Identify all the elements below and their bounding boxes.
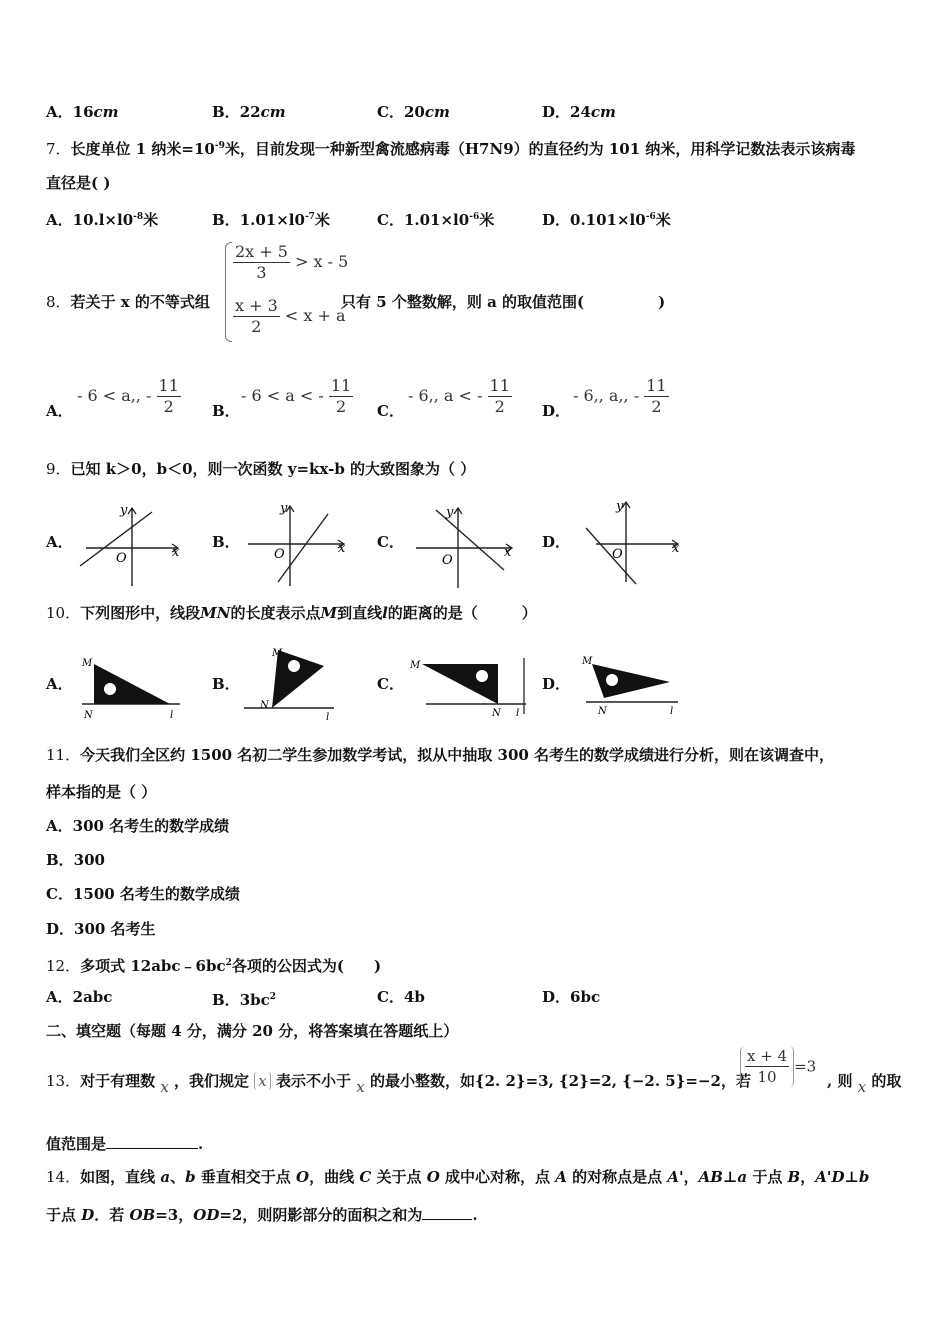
q7-stem-line1: 7．长度单位 1 纳米$=10^{-9}$米，目前发现一种新型禽流感病毒（H7N9）的直径约为 101 纳米，用科学记数法表示该病毒 <box>46 140 856 158</box>
q10-figure-b <box>242 644 352 724</box>
q10-option-d-label: D． <box>542 675 571 693</box>
svg-text:x: x <box>672 541 680 556</box>
q9-graph-a <box>78 500 188 588</box>
q14-text-segment: 如图，直线 <box>80 1168 161 1186</box>
q13-condition-expr: $\frac{x + 4}{10}$ =3 <box>740 1046 816 1087</box>
svg-text:O: O <box>612 547 623 562</box>
q10-figure-a <box>80 652 190 724</box>
q9-option-c-label: C． <box>377 533 404 551</box>
svg-text:O: O <box>116 551 127 566</box>
q9-option-a-label: A． <box>46 533 73 551</box>
svg-text:M: M <box>82 658 93 669</box>
q14-text-segment: a <box>737 1168 748 1186</box>
svg-text:N: N <box>598 706 607 717</box>
q14-text-segment: B <box>787 1168 801 1186</box>
q8-stem-suffix: 只有 5 个整数解，则 a 的取值范围( ) <box>341 293 666 311</box>
q6-option-b: B．22cm <box>212 103 286 121</box>
q10-figure-d <box>578 652 688 724</box>
q14-text-segment: 垂直相交于点 <box>195 1168 297 1186</box>
q14-text-segment: ， <box>800 1168 816 1186</box>
q14-text-segment: =3， <box>155 1206 194 1224</box>
q14-text-segment: b <box>858 1168 870 1186</box>
q9-graph-b <box>246 500 356 588</box>
q12-stem: 12．多项式 $12abc﹣6bc^2$各项的公因式为( ) <box>46 957 382 975</box>
q14-answer-blank[interactable] <box>422 1219 472 1220</box>
q6-option-c: C．20cm <box>377 103 450 121</box>
q6-option-a: A．16cm <box>46 103 119 121</box>
q7-option-a: A．$10.l\times l0^{-8}$米 <box>46 211 159 229</box>
q14-text-segment: 于点 <box>747 1168 788 1186</box>
q14-text-segment: A <box>555 1168 567 1186</box>
q11-option-a: A．300 名考生的数学成绩 <box>46 817 230 835</box>
q14-text-segment: 于点 <box>46 1206 82 1224</box>
q12-option-a: A．2abc <box>46 988 113 1006</box>
q14-text-segment: 关于点 <box>371 1168 427 1186</box>
q14-text-segment: AB <box>698 1168 723 1186</box>
q13-stem-tail: , 则 x 的取 <box>827 1072 902 1096</box>
q8-option-b-label: B． <box>212 402 240 420</box>
q8-stem-prefix: 8．若关于 x 的不等式组 <box>46 293 210 311</box>
q11-option-d: D．300 名考生 <box>46 920 156 938</box>
q6-option-d: D．24cm <box>542 103 616 121</box>
q13-answer-blank[interactable] <box>106 1148 198 1149</box>
svg-text:O: O <box>274 547 285 562</box>
q14-stem-line1: 14．如图，直线 a、b 垂直相交于点 O，曲线 C 关于点 O 成中心对称，点 A 的对称点是点 A'，AB⊥a 于点 B，A'D⊥b <box>46 1168 870 1186</box>
q7-option-b: B．$1.01\times l0^{-7}$米 <box>212 211 330 229</box>
q8-option-d-label: D． <box>542 402 571 420</box>
q14-text-segment: 的对称点是点 <box>566 1168 668 1186</box>
q12-option-b: B．$3bc^2$ <box>212 991 277 1009</box>
section-heading-fill-in: 二、填空题（每题 4 分，满分 20 分，将答案填在答题纸上） <box>46 1022 459 1040</box>
q14-stem-line2 <box>46 1205 478 1225</box>
q14-end-punct: . <box>472 1206 478 1224</box>
q14-text-segment: =2，则阴影部分的面积之和为 <box>219 1206 423 1224</box>
q14-text-segment: a <box>160 1168 171 1186</box>
q14-text-segment: A' <box>667 1168 684 1186</box>
q14-text-segment: ．若 <box>94 1206 130 1224</box>
q10-option-b-label: B． <box>212 675 240 693</box>
svg-text:l: l <box>670 706 674 717</box>
svg-text:N: N <box>84 710 93 721</box>
q14-text-segment: O <box>426 1168 440 1186</box>
q8-inequality-2: $\frac{x + 3}{2}$ < x + a <box>235 296 346 336</box>
q9-option-d-label: D． <box>542 533 571 551</box>
svg-text:x: x <box>504 545 512 560</box>
q14-text-segment: D <box>81 1206 95 1224</box>
svg-text:x: x <box>172 545 180 560</box>
q10-stem: 10．下列图形中，线段MN的长度表示点M到直线l的距离的是（ ） <box>46 604 537 622</box>
q8-option-a-expr: - 6 < a,, - $\frac{11}{2}$ <box>77 376 179 416</box>
q8-option-d-expr: - 6,, a,, - $\frac{11}{2}$ <box>573 376 667 416</box>
q12-option-c: C．4b <box>377 988 425 1006</box>
q14-text-segment: 成中心对称，点 <box>439 1168 556 1186</box>
q9-stem: 9．已知 k＞0，b＜0，则一次函数 y=kx-b 的大致图象为（ ） <box>46 460 476 478</box>
svg-text:y: y <box>616 499 624 514</box>
q14-text-segment: ⊥ <box>844 1168 859 1186</box>
svg-text:y: y <box>120 503 128 518</box>
svg-text:x: x <box>338 541 346 556</box>
q14-text-segment: b <box>185 1168 196 1186</box>
q8-option-a-label: A． <box>46 402 73 420</box>
q9-graph-c <box>414 504 524 592</box>
svg-text:l: l <box>326 712 330 723</box>
svg-text:M: M <box>272 648 283 659</box>
q14-text-segment: 、 <box>170 1168 186 1186</box>
q14-text-segment: C <box>359 1168 372 1186</box>
q7-option-d: D．$0.101\times l0^{-6}$米 <box>542 211 671 229</box>
q14-text-segment: OB <box>129 1206 156 1224</box>
svg-text:O: O <box>442 553 453 568</box>
q14-text-segment: A'D <box>815 1168 845 1186</box>
q9-graph-d <box>584 498 694 586</box>
q9-option-b-label: B． <box>212 533 240 551</box>
q12-option-d: D．6bc <box>542 988 601 1006</box>
q8-inequality-1: $\frac{2x + 5}{3}$ > x - 5 <box>235 242 349 282</box>
svg-text:y: y <box>446 505 454 520</box>
q11-stem-line1: 11．今天我们全区约 1500 名初二学生参加数学考试，拟从中抽取 300 名考生的数学成绩进行分析，则在该调查中， <box>46 746 835 764</box>
svg-text:M: M <box>410 660 421 671</box>
q14-text-segment: O <box>296 1168 310 1186</box>
q11-option-b: B．300 <box>46 851 105 869</box>
q10-option-a-label: A． <box>46 675 73 693</box>
q8-option-b-expr: - 6 < a < - $\frac{11}{2}$ <box>241 376 352 416</box>
q8-option-c-expr: - 6,, a < - $\frac{11}{2}$ <box>408 376 510 416</box>
svg-text:N: N <box>260 700 269 711</box>
q14-text-segment: ⊥ <box>722 1168 738 1186</box>
q11-stem-line2: 样本指的是（ ） <box>46 783 157 801</box>
q11-option-c: C．1500 名考生的数学成绩 <box>46 885 240 903</box>
svg-text:y: y <box>280 501 288 516</box>
q14-text-segment: ， <box>683 1168 699 1186</box>
svg-text:l: l <box>170 710 174 721</box>
svg-text:l: l <box>516 708 520 719</box>
svg-text:M: M <box>582 656 593 667</box>
svg-text:N: N <box>492 708 501 719</box>
q13-stem-line2: 值范围是 . <box>46 1135 204 1153</box>
q8-system-brace <box>225 242 232 342</box>
q7-option-c: C．$1.01\times l0^{-6}$米 <box>377 211 495 229</box>
q10-figure-c <box>408 648 538 724</box>
q14-text-segment: OD <box>193 1206 220 1224</box>
q7-stem-line2: 直径是( ) <box>46 174 111 192</box>
q14-text-segment: ，曲线 <box>309 1168 360 1186</box>
q10-option-c-label: C． <box>377 675 404 693</box>
q13-stem-line1: 13．对于有理数 x ，我们规定 x 表示不小于 x 的最小整数，如{2. 2}=3, {2}=2, {−2. 5}=−2，若 <box>46 1072 751 1096</box>
q8-option-c-label: C． <box>377 402 404 420</box>
